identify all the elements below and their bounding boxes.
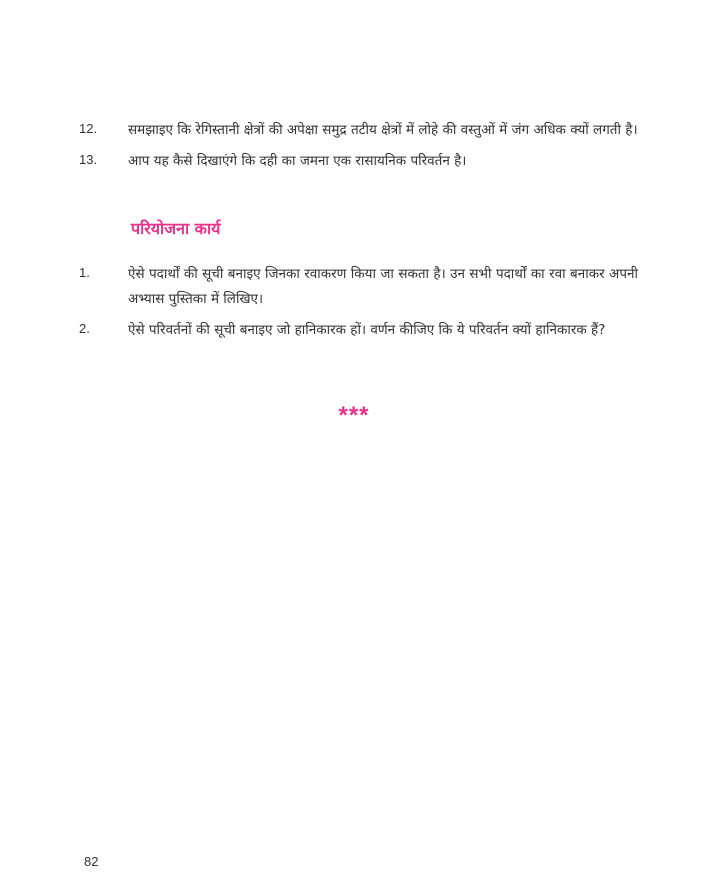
project-number: 1. [79, 265, 90, 280]
exercise-questions [0, 118, 708, 180]
section-separator: *** [338, 402, 370, 429]
question-text: समझाइए कि रेगिस्तानी क्षेत्रों की अपेक्षा समुद्र तटीय क्षेत्रों में लोहे की वस्तुओं में जंग अधिक क्यों लगती है। [128, 122, 638, 138]
project-number: 2. [79, 321, 90, 336]
question-item [0, 118, 708, 143]
project-section-title: परियोजना कार्य [131, 219, 221, 238]
question-number: 12. [79, 121, 98, 136]
project-item [0, 262, 708, 312]
project-text: ऐसे परिवर्तनों की सूची बनाइए जो हानिकारक हों। वर्णन कीजिए कि ये परिवर्तन क्यों हानिकारक हैं? [128, 322, 606, 338]
page-number: 82 [84, 854, 99, 869]
question-number: 13. [79, 152, 98, 167]
question-item [0, 149, 708, 174]
project-item [0, 318, 708, 343]
project-text: ऐसे पदार्थों की सूची बनाइए जिनका रवाकरण किया जा सकता है। उन सभी पदार्थों का रवा बनाकर अपनी अभ्यास पुस्तिका में लिखिए। [128, 266, 638, 307]
project-items [0, 262, 708, 349]
question-text: आप यह कैसे दिखाएंगे कि दही का जमना एक रासायनिक परिवर्तन है। [128, 153, 467, 169]
